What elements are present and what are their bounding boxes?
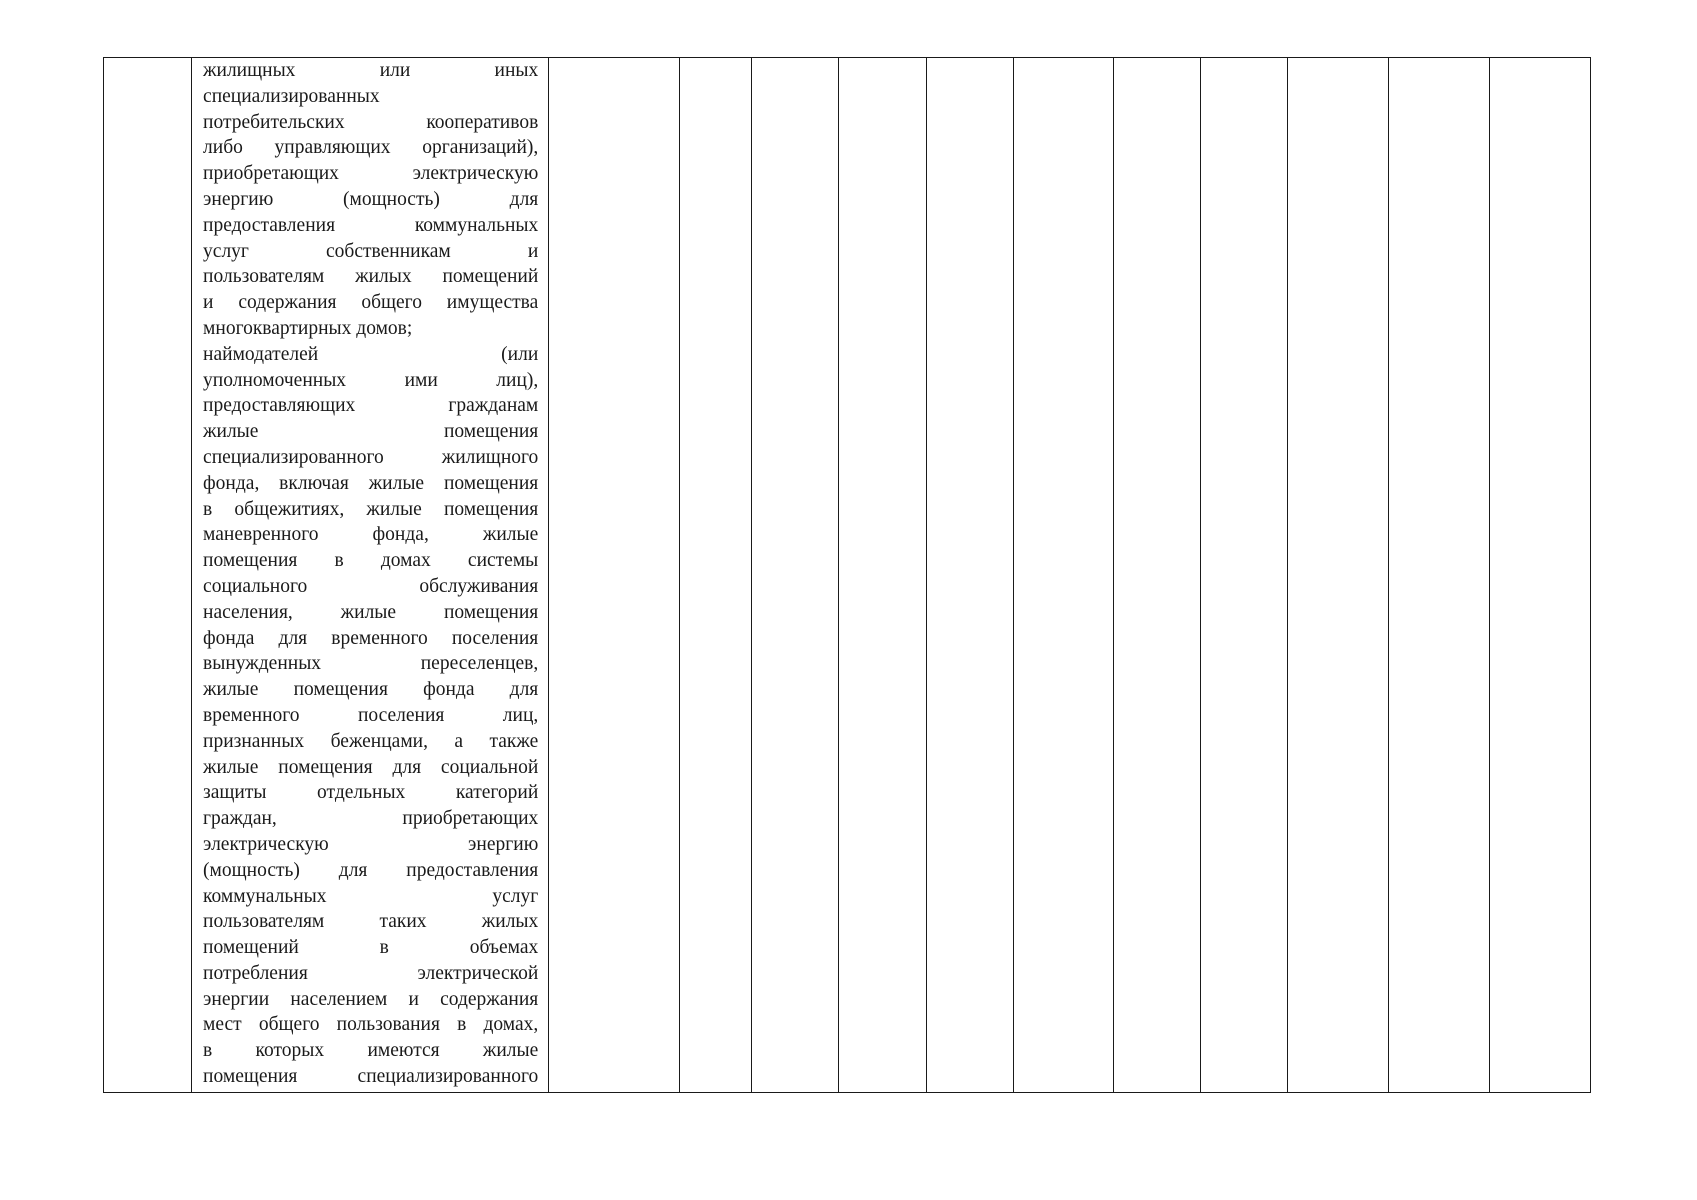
- description-cell: [192, 58, 549, 1093]
- description-line: энергии населением и содержания: [203, 988, 539, 1010]
- description-line: помещения в домах системы: [203, 550, 539, 572]
- table-cell: [549, 58, 680, 1093]
- table-cell: [680, 58, 752, 1093]
- data-table: [103, 57, 1591, 1093]
- table-cell: [926, 58, 1013, 1093]
- description-line: жилые помещения для социальной: [203, 756, 539, 778]
- description-line: фонда, включая жилые помещения: [203, 472, 539, 494]
- description-line: населения, жилые помещения: [203, 601, 539, 623]
- description-line: признанных беженцами, а также: [203, 730, 539, 752]
- description-line: помещения специализированного: [203, 1066, 539, 1088]
- description-line: социального обслуживания: [203, 575, 539, 597]
- description-line: многоквартирных домов;: [203, 317, 413, 339]
- description-line: мест общего пользования в домах,: [203, 1014, 539, 1036]
- description-line: приобретающих электрическую: [203, 163, 539, 185]
- description-line: временного поселения лиц,: [203, 704, 539, 726]
- table-cell: [1388, 58, 1489, 1093]
- table-cell: [1113, 58, 1200, 1093]
- description-line: жилищных или иных: [203, 60, 539, 81]
- description-line: (мощность) для предоставления: [203, 859, 539, 881]
- description-line: специализированных: [203, 85, 380, 107]
- description-line: потребления электрической: [203, 962, 539, 984]
- row-number-cell: [104, 58, 192, 1093]
- description-line: пользователям жилых помещений: [203, 266, 539, 288]
- description-line: потребительских кооперативов: [203, 111, 539, 133]
- description-line: электрическую энергию: [203, 833, 539, 855]
- description-line: предоставляющих гражданам: [203, 395, 539, 417]
- description-line: предоставления коммунальных: [203, 214, 539, 236]
- table-cell: [1287, 58, 1388, 1093]
- description-line: фонда для временного поселения: [203, 627, 539, 649]
- table-cell: [752, 58, 839, 1093]
- description-line: маневренного фонда, жилые: [203, 524, 539, 546]
- description-line: энергию (мощность) для: [203, 188, 539, 210]
- description-line: и содержания общего имущества: [203, 292, 539, 314]
- description-line: уполномоченных ими лиц),: [203, 369, 539, 391]
- description-line: либо управляющих организаций),: [203, 137, 539, 159]
- table-row: [104, 58, 1591, 1093]
- description-line: жилые помещения: [203, 421, 539, 443]
- description-line: жилые помещения фонда для: [203, 679, 539, 701]
- description-line: наймодателей (или: [203, 343, 539, 365]
- description-line: помещений в объемах: [203, 937, 539, 959]
- description-line: коммунальных услуг: [203, 885, 539, 907]
- table-cell: [1200, 58, 1287, 1093]
- description-line: пользователям таких жилых: [203, 911, 539, 933]
- description-text: [203, 58, 538, 1090]
- description-line: услуг собственникам и: [203, 240, 539, 262]
- description-line: в общежитиях, жилые помещения: [203, 498, 539, 520]
- description-line: вынужденных переселенцев,: [203, 653, 539, 675]
- description-line: граждан, приобретающих: [203, 808, 539, 830]
- table-cell: [839, 58, 926, 1093]
- description-line: специализированного жилищного: [203, 446, 539, 468]
- table-cell: [1489, 58, 1590, 1093]
- table-cell: [1013, 58, 1113, 1093]
- description-line: защиты отдельных категорий: [203, 782, 539, 804]
- description-line: в которых имеются жилые: [203, 1040, 539, 1062]
